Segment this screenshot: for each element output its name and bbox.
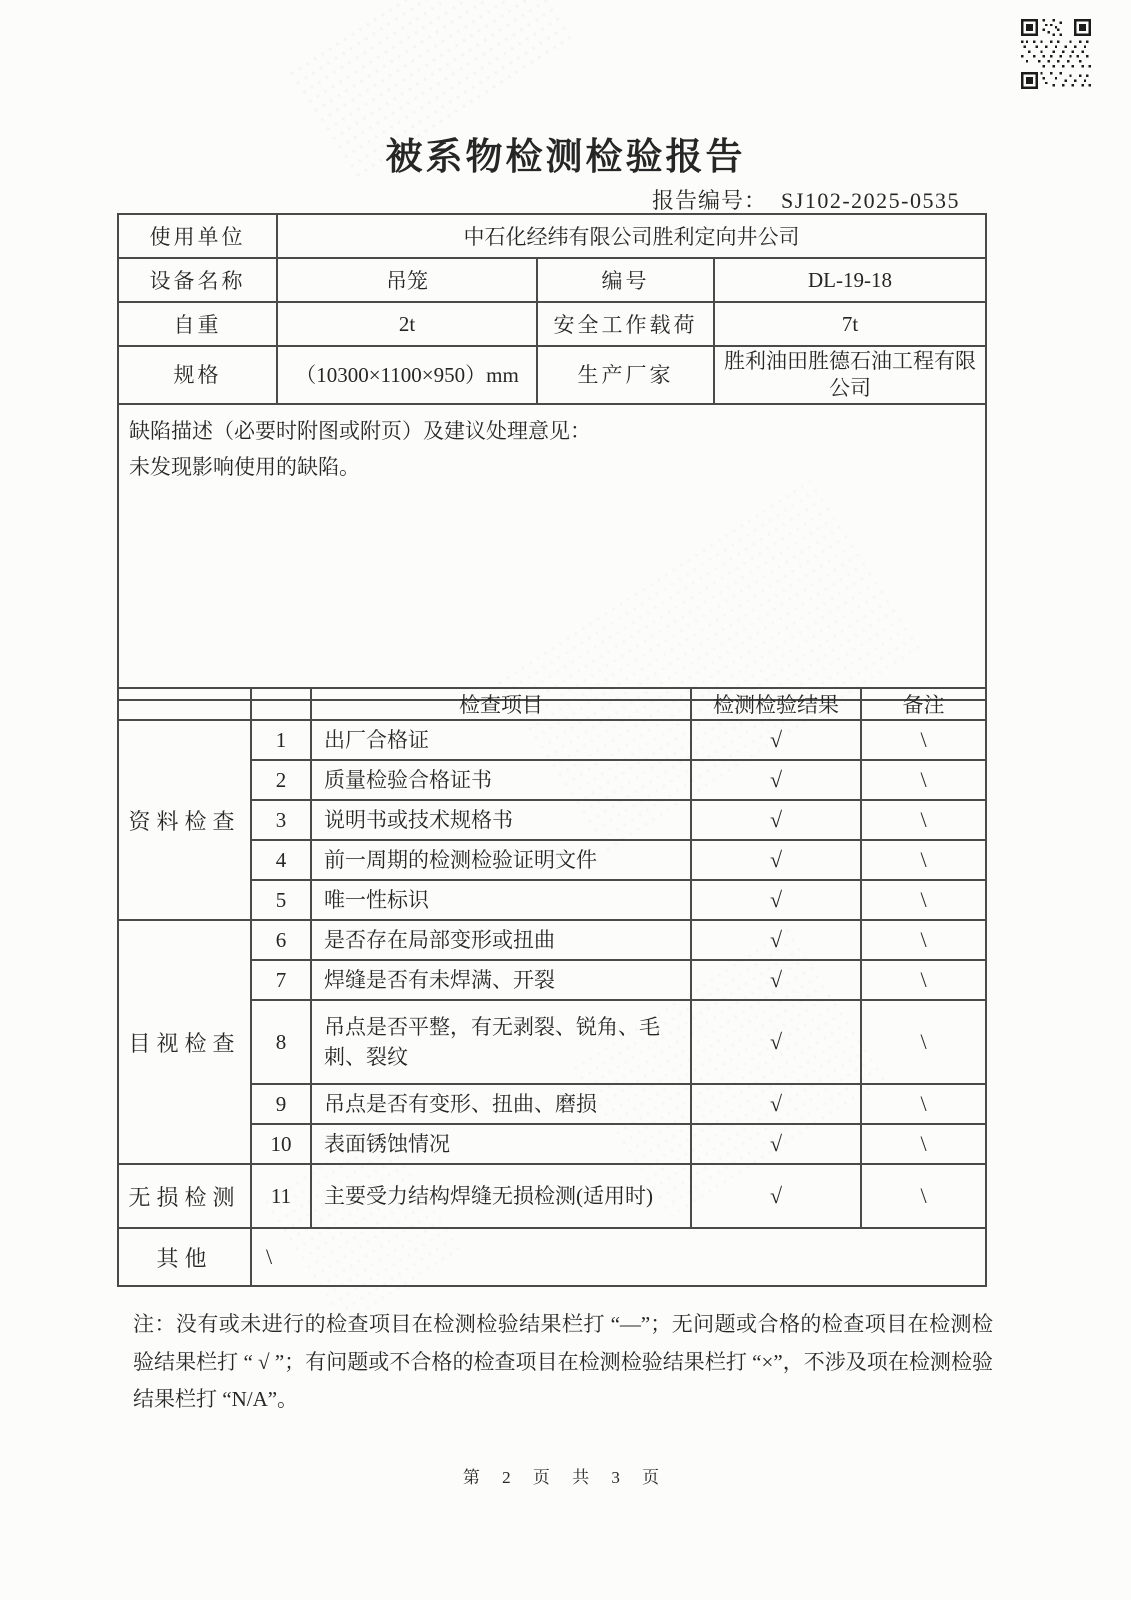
row-number-cell: 2 (251, 760, 311, 800)
checklist-row (118, 720, 986, 760)
row-number-cell: 11 (251, 1164, 311, 1228)
info-value-cell: 中石化经纬有限公司胜利定向井公司 (277, 214, 986, 258)
row-number-cell: 10 (251, 1124, 311, 1164)
item-cell: 是否存在局部变形或扭曲 (311, 920, 691, 960)
defect-description-heading: 缺陷描述（必要时附图或附页）及建议处理意见： (129, 419, 591, 443)
remark-cell: \ (861, 760, 986, 800)
result-header-cell: 检测检验结果 (691, 688, 861, 720)
item-cell: 表面锈蚀情况 (311, 1124, 691, 1164)
report-number-label: 报告编号： (652, 188, 768, 213)
checklist-other-row (118, 1228, 986, 1286)
row-number-cell: 7 (251, 960, 311, 1000)
info-label-cell: 安全工作载荷 (537, 302, 714, 346)
group-header-cell (118, 688, 251, 720)
checklist-row (118, 920, 986, 960)
info-label-cell: 编号 (537, 258, 714, 302)
other-value-cell: \ (251, 1228, 986, 1286)
page-title: 被系物检测检验报告 (385, 137, 746, 178)
qr-code-icon (1021, 19, 1091, 89)
report-number-line (652, 184, 960, 215)
remark-cell: \ (861, 1084, 986, 1124)
item-cell: 前一周期的检测检验证明文件 (311, 840, 691, 880)
result-cell: √ (691, 760, 861, 800)
remark-cell: \ (861, 1164, 986, 1228)
result-cell: √ (691, 1000, 861, 1084)
item-cell: 唯一性标识 (311, 880, 691, 920)
remark-cell: \ (861, 1124, 986, 1164)
result-cell: √ (691, 1124, 861, 1164)
inspection-checklist-table (117, 687, 987, 1287)
remark-cell: \ (861, 800, 986, 840)
result-cell: √ (691, 720, 861, 760)
remark-cell: \ (861, 920, 986, 960)
item-header-cell: 检查项目 (311, 688, 691, 720)
info-value-cell: 吊笼 (277, 258, 537, 302)
remark-cell: \ (861, 960, 986, 1000)
row-number-cell: 8 (251, 1000, 311, 1084)
info-label-cell: 使用单位 (118, 214, 277, 258)
defect-description-text: 未发现影响使用的缺陷。 (129, 455, 360, 479)
remark-cell: \ (861, 720, 986, 760)
equipment-info-table (117, 213, 987, 701)
remark-cell: \ (861, 1000, 986, 1084)
item-cell: 质量检验合格证书 (311, 760, 691, 800)
number-header-cell (251, 688, 311, 720)
row-number-cell: 6 (251, 920, 311, 960)
checklist-row (118, 1164, 986, 1228)
group-cell: 其他 (118, 1228, 251, 1286)
row-number-cell: 9 (251, 1084, 311, 1124)
report-number-value: SJ102-2025-0535 (781, 188, 960, 213)
remark-header-cell: 备注 (861, 688, 986, 720)
item-cell: 说明书或技术规格书 (311, 800, 691, 840)
page-number: 第 2 页 共 3 页 (462, 1468, 669, 1487)
info-value-cell: 7t (714, 302, 986, 346)
info-label-cell: 自重 (118, 302, 277, 346)
item-cell: 出厂合格证 (311, 720, 691, 760)
remark-cell: \ (861, 840, 986, 880)
group-cell: 目视检查 (118, 920, 251, 1164)
info-value-cell: 2t (277, 302, 537, 346)
legend-note: 注：没有或未进行的检查项目在检测检验结果栏打 “—”；无问题或合格的检查项目在检测检验结果栏打 “ √ ”；有问题或不合格的检查项目在检测检验结果栏打 “×”，不涉及项在检测检验结果栏打 “N/A”。 (133, 1312, 993, 1411)
info-value-cell: DL-19-18 (714, 258, 986, 302)
item-cell: 吊点是否平整，有无剥裂、锐角、毛刺、裂纹 (311, 1000, 691, 1084)
info-label-cell: 规格 (118, 346, 277, 404)
result-cell: √ (691, 1164, 861, 1228)
item-cell: 焊缝是否有未焊满、开裂 (311, 960, 691, 1000)
remark-cell: \ (861, 880, 986, 920)
result-cell: √ (691, 960, 861, 1000)
info-value-cell: 胜利油田胜德石油工程有限公司 (714, 346, 986, 404)
result-cell: √ (691, 920, 861, 960)
row-number-cell: 4 (251, 840, 311, 880)
checklist-header-row (118, 688, 986, 720)
row-number-cell: 5 (251, 880, 311, 920)
info-label-cell: 设备名称 (118, 258, 277, 302)
row-number-cell: 3 (251, 800, 311, 840)
item-cell: 吊点是否有变形、扭曲、磨损 (311, 1084, 691, 1124)
row-number-cell: 1 (251, 720, 311, 760)
result-cell: √ (691, 840, 861, 880)
result-cell: √ (691, 1084, 861, 1124)
item-cell: 主要受力结构焊缝无损检测(适用时) (311, 1164, 691, 1228)
defect-description-box (118, 404, 986, 700)
result-cell: √ (691, 800, 861, 840)
group-cell: 资料检查 (118, 720, 251, 920)
result-cell: √ (691, 880, 861, 920)
info-label-cell: 生产厂家 (537, 346, 714, 404)
group-cell: 无损检测 (118, 1164, 251, 1228)
info-value-cell: （10300×1100×950）mm (277, 346, 537, 404)
